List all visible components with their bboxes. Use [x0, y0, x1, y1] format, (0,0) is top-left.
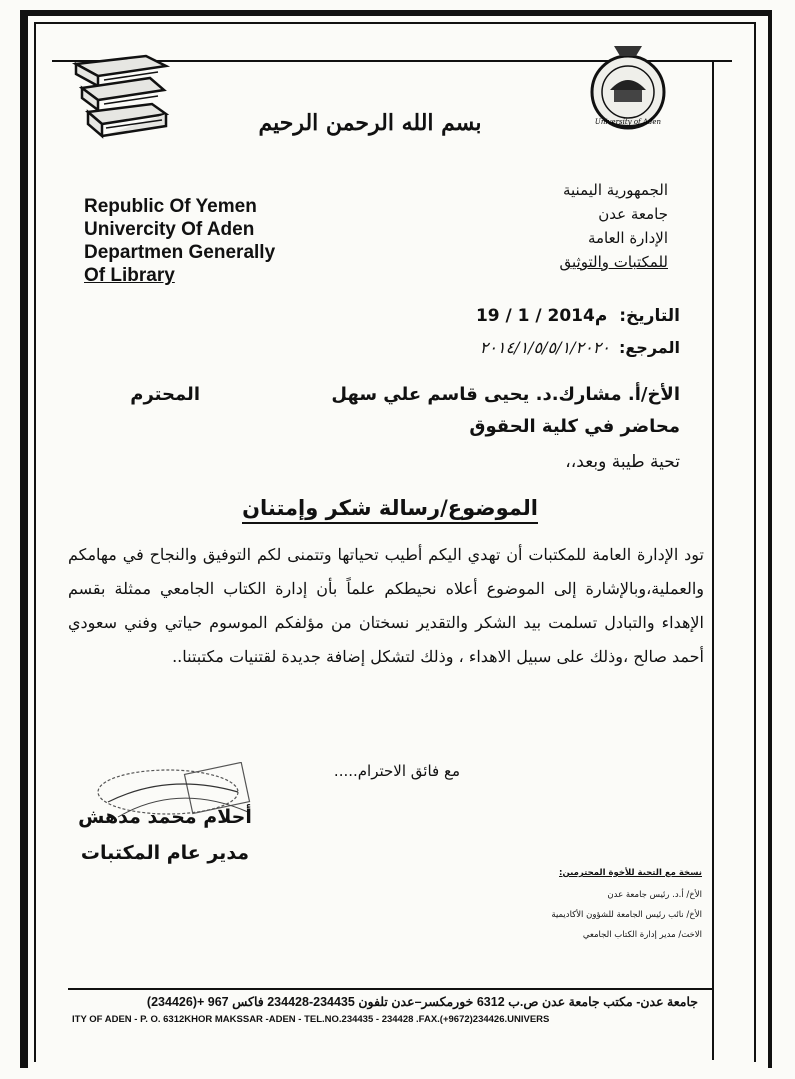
cc-heading: نسخة مع التحية للأخوة المحترمين:: [559, 868, 702, 878]
date-line: [400, 306, 680, 326]
arabic-line: للمكتبات والتوثيق: [559, 253, 668, 271]
footer-english: ITY OF ADEN - P. O. 6312KHOR MAKSSAR -ADEN - TEL.NO.234435 - 234428 .FAX.(+9672)234426.UNIVERS: [72, 1014, 550, 1025]
recipient-honorific: المحترم: [130, 384, 200, 405]
ref-value: ٢٠١٤/١/٥/٥/١/٢٠٢٠: [479, 338, 610, 357]
cc-item: الأخ/ أ.د. رئيس جامعة عدن: [607, 890, 702, 900]
closing: مع فائق الاحترام.....: [333, 762, 460, 780]
english-line: Of Library: [84, 265, 175, 286]
books-logo-icon: [68, 52, 174, 144]
cc-list: [520, 868, 702, 940]
recipient-position: محاضر في كلية الحقوق: [469, 416, 680, 437]
ref-label: المرجع:: [618, 338, 680, 357]
english-line: Departmen Generally: [84, 242, 276, 263]
arabic-line: الجمهورية اليمنية: [562, 181, 668, 199]
cc-item: الأخ/ نائب رئيس الجامعة للشؤون الأكاديمية: [551, 910, 702, 920]
arabic-line: جامعة عدن: [598, 205, 668, 223]
arabic-line: الإدارة العامة: [587, 229, 668, 247]
letter-body: تود الإدارة العامة للمكتبات أن تهدي اليكم أطيب تحياتها وتتمنى لكم التوفيق والنجاح في مهامكم والعملية،وبالإشارة إلى الموضوع أعلاه نحيطكم علماً بأن إدارة الكتاب الجامعي ممثلة بقسم الإهداء والتبادل تسلمت بيد الشكر والتقدير نسختان من مؤلفكم الموسوم حياتي وفني سعودي أحمد صالح ،وذلك على سبيل الاهداء ، وذلك لتشكل إضافة جديدة لقتنيات مكتبتنا..: [68, 545, 704, 666]
english-header: [84, 195, 364, 287]
signature-name: أحلام محمد مدهش: [78, 806, 252, 828]
greeting: تحية طيبة وبعد،،: [565, 452, 680, 472]
footer-rule: [68, 988, 712, 990]
date-value: 19 / 1 / 2014م: [475, 306, 608, 326]
subject-text: الموضوع/رسالة شكر وإمتنان: [242, 496, 538, 524]
arabic-header: [500, 178, 668, 274]
right-rule: [712, 60, 714, 1060]
date-label: التاريخ:: [619, 306, 680, 326]
basmala: بسم الله الرحمن الرحيم: [258, 110, 482, 136]
english-line: Univercity Of Aden: [84, 219, 255, 240]
ref-line: [400, 338, 680, 357]
cc-item: الاخت/ مدير إدارة الكتاب الجامعي: [582, 930, 702, 940]
english-line: Republic Of Yemen: [84, 196, 257, 217]
recipient-name: الأخ/أ. مشارك.د. يحيى قاسم علي سهل: [331, 384, 680, 405]
subject: [200, 496, 580, 520]
signature-title: مدير عام المكتبات: [80, 842, 250, 864]
university-seal-icon: [584, 40, 672, 136]
footer-arabic: جامعة عدن- مكتب جامعة عدن ص.ب 6312 خورمكسر–عدن تلفون 234435-234428 فاكس 967 +(234426): [146, 995, 698, 1009]
seal-text: University of Aden: [594, 118, 662, 126]
